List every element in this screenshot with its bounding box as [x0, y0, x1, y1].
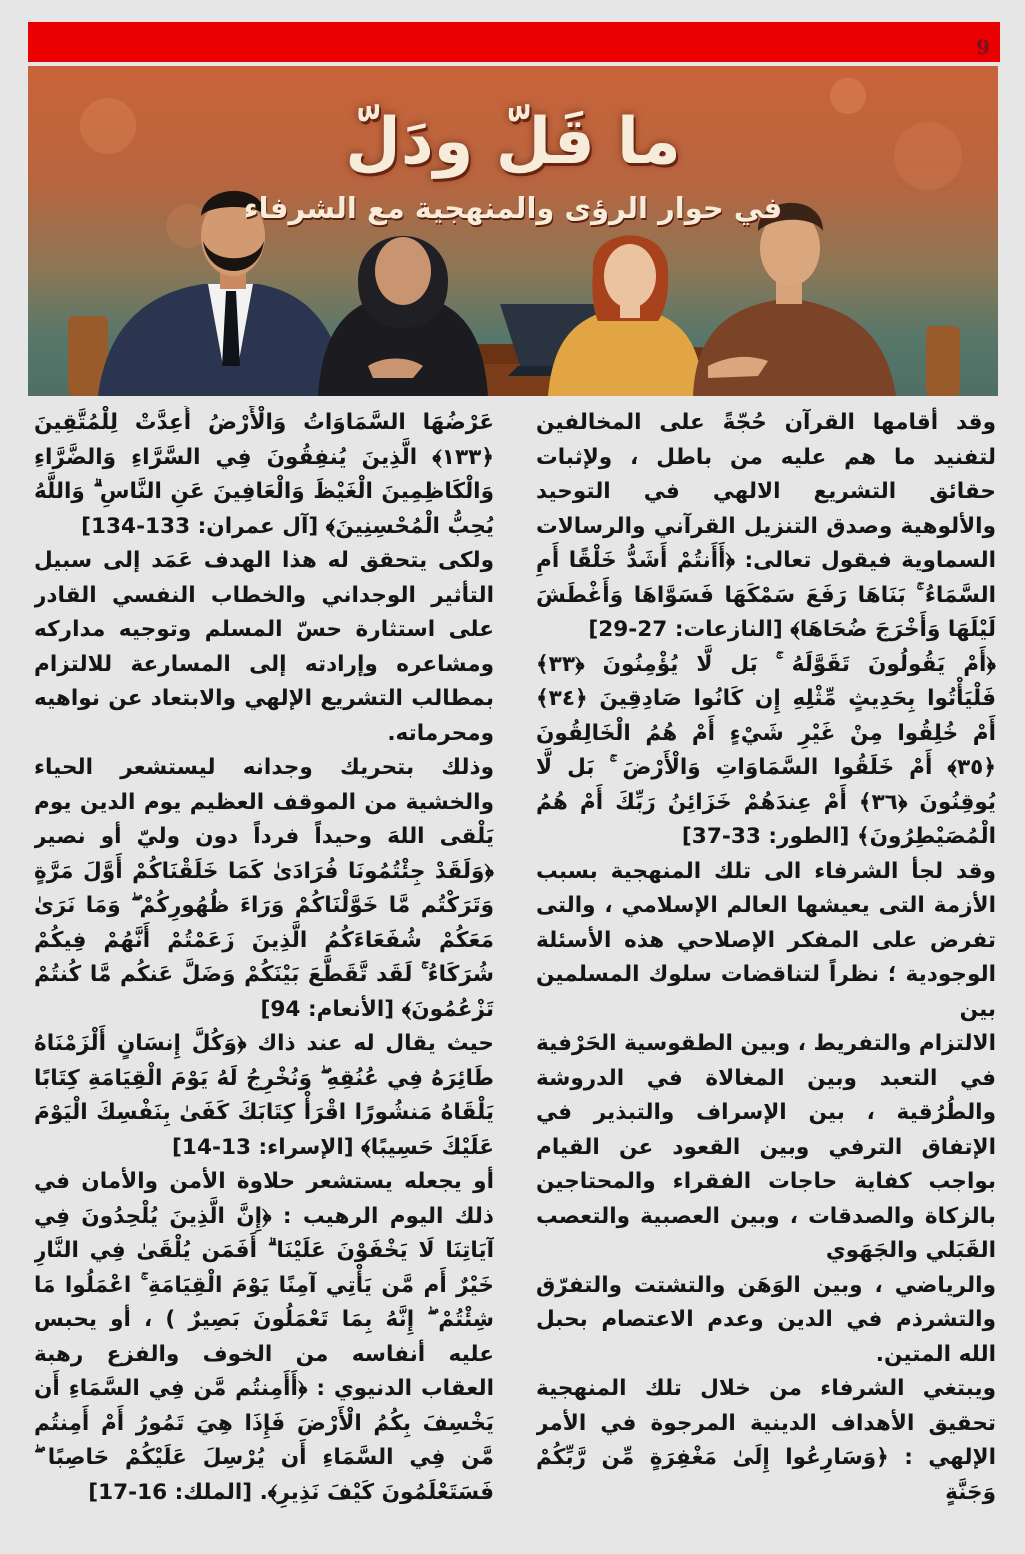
paragraph: وذلك بتحريك وجدانه ليستشعر الحياء والخشية من الموقف العظيم يوم الدين يوم يَلْقى اللهَ وحيداً فرداً دون وليّ أو نصير ﴿وَلَقَدْ جِئْتُمُونَا فُرَادَىٰ كَمَا خَلَقْنَاكُمْ أَوَّلَ مَرَّةٍ وَتَرَكْتُم مَّا خَوَّلْنَاكُمْ وَرَاءَ ظُهُورِكُمْ ۖ وَمَا نَرَىٰ مَعَكُمْ شُفَعَاءَكُمُ الَّذِينَ زَعَمْتُمْ أَنَّهُمْ فِيكُمْ شُرَكَاءُ ۚ لَقَد تَّقَطَّعَ بَيْنَكُمْ وَضَلَّ عَنكُم مَّا كُنتُمْ تَزْعُمُونَ﴾ [الأنعام: 94] [34, 755, 494, 1022]
article-column-left [34, 406, 494, 1526]
paragraph: عَرْضُهَا السَّمَاوَاتُ وَالْأَرْضُ أُعِدَّتْ لِلْمُتَّقِينَ ﴿١٣٣﴾ الَّذِينَ يُنفِقُونَ فِي السَّرَّاءِ وَالضَّرَّاءِ وَالْكَاظِمِينَ الْغَيْظَ وَالْعَافِينَ عَنِ النَّاسِ ۗ وَاللَّهُ يُحِبُّ الْمُحْسِنِينَ﴾ [آل عمران: 133-134] [34, 410, 494, 539]
paragraph: الالتزام والتفريط ، وبين الطقوسية الحَرْفية في التعبد وبين المغالاة في الدروشة والطُرُقية ، بين الإسراف والتبذير في الإتفاق الترفي وبين القعود عن القيام بواجب كفاية حاجات الفقراء والمحتاجين بالزكاة والصدقات ، وبين العصبية والتعصب القَبَلي والجَهَوي [536, 1031, 996, 1263]
paragraph: والرياضي ، وبين الوَهَن والتشتت والتفرّق والتشرذم في الدين وعدم الاعتصام بحبل الله المتين. [536, 1272, 996, 1367]
article-column-right [536, 406, 996, 1526]
paragraph: حيث يقال له عند ذاك ﴿وَكُلَّ إِنسَانٍ أَلْزَمْنَاهُ طَائِرَهُ فِي عُنُقِهِ ۖ وَنُخْرِجُ لَهُ يَوْمَ الْقِيَامَةِ كِتَابًا يَلْقَاهُ مَنشُورًا اقْرَأْ كِتَابَكَ كَفَىٰ بِنَفْسِكَ الْيَوْمَ عَلَيْكَ حَسِيبًا﴾ [الإسراء: 13-14] [34, 1031, 494, 1160]
paragraph: وقد أقامها القرآن حُجّةً على المخالفين لتفنيد ما هم عليه من باطل ، ولإثبات حقائق التشريع الالهي في التوحيد والألوهية وصدق التنزيل القرآني والرسالات السماوية فيقول تعالى: ﴿أَأَنتُمْ أَشَدُّ خَلْقًا أَمِ السَّمَاءُ ۚ بَنَاهَا رَفَعَ سَمْكَهَا فَسَوَّاهَا وَأَغْطَشَ لَيْلَهَا وَأَخْرَجَ ضُحَاهَا﴾ [النازعات: 27-29] [536, 410, 996, 642]
paragraph: وقد لجأ الشرفاء الى تلك المنهجية بسبب الأزمة التى يعيشها العالم الإسلامي ، والتى تفرض على المفكر الإصلاحي هذه الأسئلة الوجودية ؛ نظراً لتناقضات سلوك المسلمين بين [536, 858, 996, 1022]
paragraph: ولكى يتحقق له هذا الهدف عَمَد إلى سبيل التأثير الوجداني والخطاب النفسي القادر على استثارة حسّ المسلم وتوجيه مداركه ومشاعره وإرادته إلى المسارعة للالتزام بمطالب التشريع الإلهي والابتعاد عن نواهيه ومحرماته. [34, 548, 494, 746]
hero-title: ما قَلّ ودَلّ [345, 105, 681, 179]
paragraph: ﴿أَمْ يَقُولُونَ تَقَوَّلَهُ ۚ بَل لَّا يُؤْمِنُونَ ﴿٣٣﴾ فَلْيَأْتُوا بِحَدِيثٍ مِّثْلِهِ إِن كَانُوا صَادِقِينَ ﴿٣٤﴾ أَمْ خُلِقُوا مِنْ غَيْرِ شَيْءٍ أَمْ هُمُ الْخَالِقُونَ ﴿٣٥﴾ أَمْ خَلَقُوا السَّمَاوَاتِ وَالْأَرْضَ ۚ بَل لَّا يُوقِنُونَ ﴿٣٦﴾ أَمْ عِندَهُمْ خَزَائِنُ رَبِّكَ أَمْ هُمُ الْمُصَيْطِرُونَ﴾ [الطور: 33-37] [536, 651, 996, 849]
red-header-bar [28, 22, 1000, 62]
magazine-page [28, 22, 1000, 1532]
paragraph: أو يجعله يستشعر حلاوة الأمن والأمان في ذلك اليوم الرهيب : ﴿إِنَّ الَّذِينَ يُلْحِدُونَ فِي آيَاتِنَا لَا يَخْفَوْنَ عَلَيْنَا ۗ أَفَمَن يُلْقَىٰ فِي النَّارِ خَيْرٌ أَم مَّن يَأْتِي آمِنًا يَوْمَ الْقِيَامَةِ ۚ اعْمَلُوا مَا شِئْتُمْ ۖ إِنَّهُ بِمَا تَعْمَلُونَ بَصِيرٌ ) ، أو يحبس عليه أنفاسه من الخوف والفزع رهبة العقاب الدنيوي : ﴿أَأَمِنتُم مَّن فِي السَّمَاءِ أَن يَخْسِفَ بِكُمُ الْأَرْضَ فَإِذَا هِيَ تَمُورُ أَمْ أَمِنتُم مَّن فِي السَّمَاءِ أَن يُرْسِلَ عَلَيْكُمْ حَاصِبًا ۖ فَسَتَعْلَمُونَ كَيْفَ نَذِيرِ﴾. [الملك: 16-17] [34, 1169, 494, 1505]
page-number: 9 [976, 35, 990, 59]
hero-subtitle: في حوار الرؤى والمنهجية مع الشرفاء [243, 191, 783, 225]
paragraph: ويبتغي الشرفاء من خلال تلك المنهجية تحقيق الأهداف الدينية المرجوة في الأمر الإلهي : ﴿وَسَارِعُوا إِلَىٰ مَغْفِرَةٍ مِّن رَّبِّكُمْ وَجَنَّةٍ [536, 1376, 996, 1505]
hero-illustration [28, 66, 998, 396]
person-man-right [693, 203, 896, 396]
person-woman-hijab [318, 236, 488, 396]
